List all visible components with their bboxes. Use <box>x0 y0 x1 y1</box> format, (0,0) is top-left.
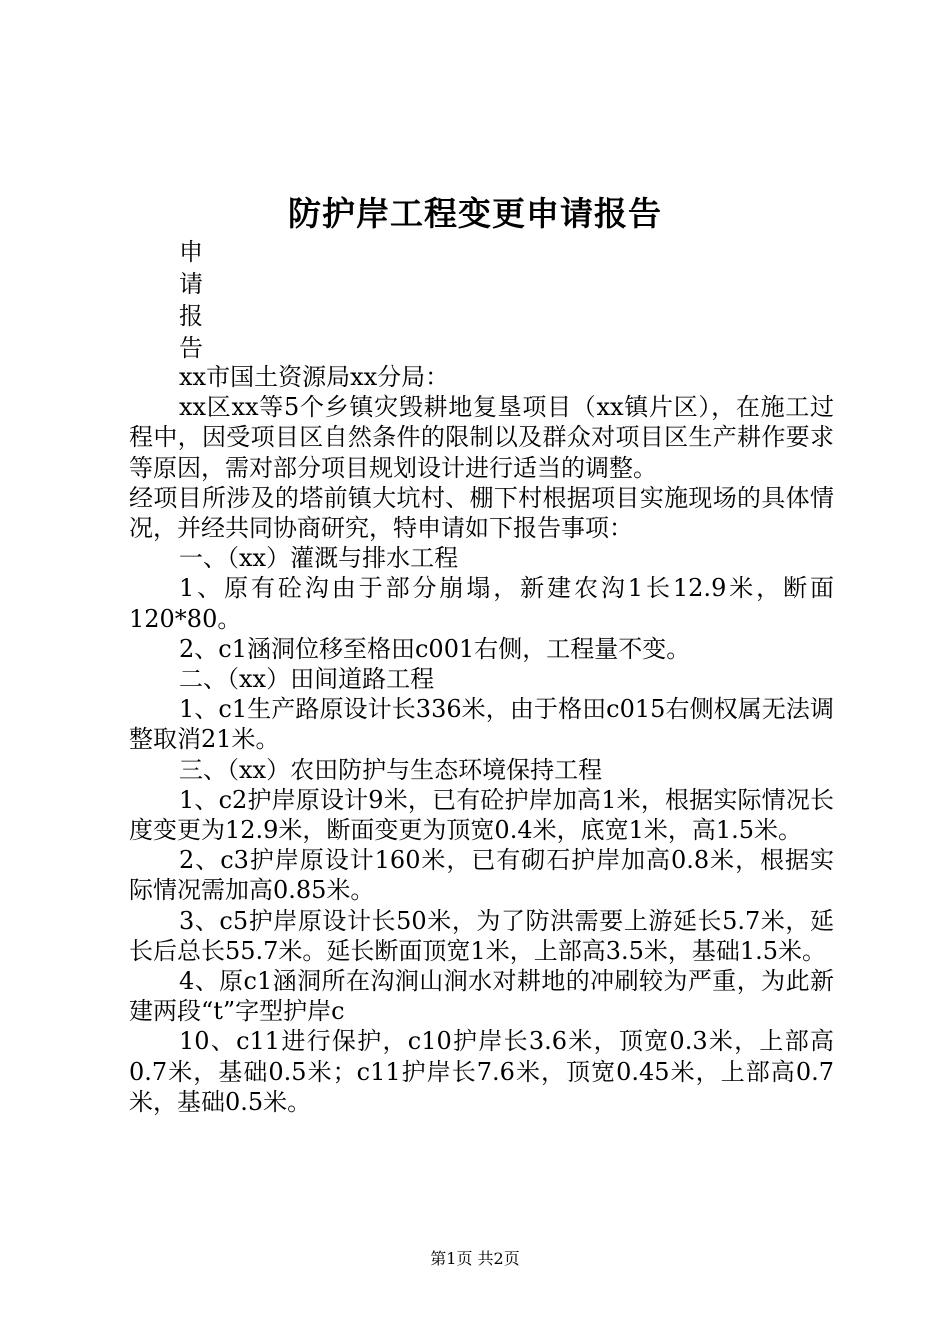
page-footer: 第1页 共2页 <box>430 1249 520 1268</box>
paragraph: 4、原c1涵洞所在沟涧山涧水对耕地的冲刷较为严重，为此新建两段“t”字型护岸c <box>129 967 834 1026</box>
paragraph: 1、c1生产路原设计长336米，由于格田c015右侧权属无法调整取消21米。 <box>129 695 834 754</box>
vertical-char: 告 <box>179 334 203 362</box>
vertical-heading <box>179 236 203 364</box>
paragraph: xx区xx等5个乡镇灾毁耕地复垦项目（xx镇片区），在施工过程中，因受项目区自然条件的限制以及群众对项目区生产耕作要求等原因，需对部分项目规划设计进行适当的调整。 <box>129 393 834 482</box>
paragraph: 经项目所涉及的塔前镇大坑村、棚下村根据项目实施现场的具体情况，并经共同协商研究，特申请如下报告事项： <box>129 483 834 543</box>
vertical-char: 请 <box>179 270 203 298</box>
paragraph: 1、c2护岸原设计9米，已有砼护岸加高1米，根据实际情况长度变更为12.9米，断面变更为顶宽0.4米，底宽1米，高1.5米。 <box>129 785 834 845</box>
salutation: xx市国土资源局xx分局： <box>179 363 450 391</box>
paragraph: 1、原有砼沟由于部分崩塌，新建农沟1长12.9米，断面120*80。 <box>129 574 834 633</box>
paragraph: 10、c11进行保护，c10护岸长3.6米，顶宽0.3米，上部高0.7米，基础0.5米；c11护岸长7.6米，顶宽0.45米，上部高0.7米，基础0.5米。 <box>129 1027 834 1116</box>
section-heading: 三、（xx）农田防护与生态环境保持工程 <box>179 755 603 784</box>
paragraph: 2、c3护岸原设计160米，已有砌石护岸加高0.8米，根据实际情况需加高0.85米。 <box>129 846 834 905</box>
vertical-char: 报 <box>179 302 203 330</box>
paragraph: 3、c5护岸原设计长50米，为了防洪需要上游延长5.7米，延长后总长55.7米。延长断面顶宽1米，上部高3.5米，基础1.5米。 <box>129 906 834 965</box>
section-heading: 二、（xx）田间道路工程 <box>179 665 435 694</box>
document-body <box>129 362 834 1117</box>
section-heading: 一、（xx）灌溉与排水工程 <box>179 544 459 573</box>
document-title: 防护岸工程变更申请报告 <box>288 194 662 233</box>
vertical-char: 申 <box>179 238 203 266</box>
paragraph: 2、c1涵洞位移至格田c001右侧，工程量不变。 <box>179 634 691 663</box>
